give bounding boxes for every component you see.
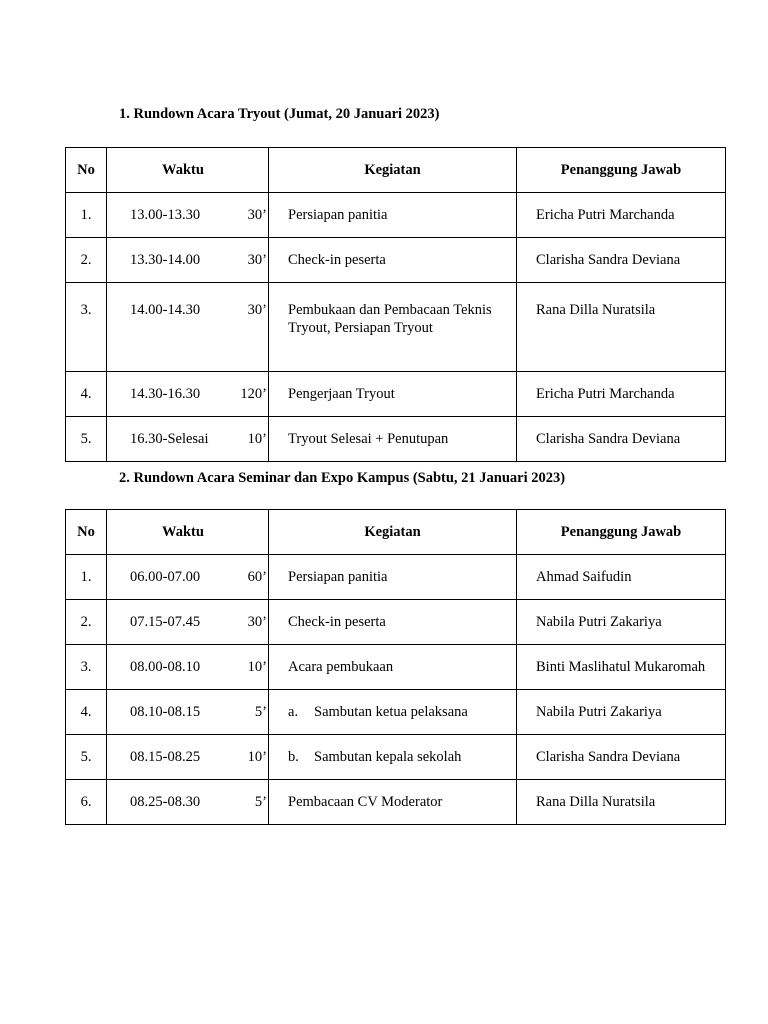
table-row [66, 372, 726, 417]
row-no: 4. [66, 690, 107, 735]
row-time: 14.30-16.30 [107, 372, 235, 417]
row-time: 13.30-14.00 [107, 238, 235, 283]
table-row [66, 238, 726, 283]
table-row [66, 417, 726, 462]
row-no: 1. [66, 555, 107, 600]
row-kegiatan: Check-in peserta [269, 600, 517, 645]
row-kegiatan: Pembacaan CV Moderator [269, 780, 517, 825]
row-penanggung-jawab: Rana Dilla Nuratsila [517, 780, 726, 825]
row-duration: 30’ [235, 600, 269, 645]
table-row [66, 193, 726, 238]
row-penanggung-jawab: Ahmad Saifudin [517, 555, 726, 600]
row-time: 08.25-08.30 [107, 780, 235, 825]
sub-item-marker: b. [288, 749, 299, 765]
row-penanggung-jawab: Clarisha Sandra Deviana [517, 735, 726, 780]
row-penanggung-jawab: Ericha Putri Marchanda [517, 193, 726, 238]
row-no: 4. [66, 372, 107, 417]
sub-item-text: Sambutan ketua pelaksana [314, 704, 468, 720]
row-duration: 30’ [235, 193, 269, 238]
row-no: 5. [66, 417, 107, 462]
row-kegiatan-line-1: Pembukaan dan Pembacaan Teknis [288, 302, 492, 318]
row-time: 14.00-14.30 [107, 283, 235, 372]
sub-item-text: Sambutan kepala sekolah [314, 749, 462, 765]
row-kegiatan [269, 283, 517, 372]
row-penanggung-jawab: Clarisha Sandra Deviana [517, 238, 726, 283]
section-2-title: 2. Rundown Acara Seminar dan Expo Kampus (Sabtu, 21 Januari 2023) [119, 470, 566, 486]
row-duration: 5’ [235, 690, 269, 735]
row-duration: 5’ [235, 780, 269, 825]
table-header-row [66, 148, 726, 193]
header-penanggung-jawab: Penanggung Jawab [517, 148, 726, 193]
row-duration: 10’ [235, 645, 269, 690]
row-time: 07.15-07.45 [107, 600, 235, 645]
table-row [66, 645, 726, 690]
header-kegiatan: Kegiatan [269, 510, 517, 555]
table-header-row [66, 510, 726, 555]
row-no: 2. [66, 600, 107, 645]
row-time: 06.00-07.00 [107, 555, 235, 600]
header-no: No [66, 510, 107, 555]
row-duration: 30’ [235, 283, 269, 372]
row-no: 5. [66, 735, 107, 780]
row-no: 6. [66, 780, 107, 825]
header-penanggung-jawab: Penanggung Jawab [517, 510, 726, 555]
row-time: 16.30-Selesai [107, 417, 235, 462]
row-duration: 30’ [235, 238, 269, 283]
row-kegiatan: Acara pembukaan [269, 645, 517, 690]
row-penanggung-jawab: Rana Dilla Nuratsila [517, 283, 726, 372]
row-penanggung-jawab: Ericha Putri Marchanda [517, 372, 726, 417]
table-row [66, 690, 726, 735]
row-no: 1. [66, 193, 107, 238]
row-time: 08.10-08.15 [107, 690, 235, 735]
row-kegiatan: Tryout Selesai + Penutupan [269, 417, 517, 462]
row-penanggung-jawab: Clarisha Sandra Deviana [517, 417, 726, 462]
row-kegiatan: Check-in peserta [269, 238, 517, 283]
header-kegiatan: Kegiatan [269, 148, 517, 193]
row-kegiatan: Persiapan panitia [269, 555, 517, 600]
row-kegiatan: Persiapan panitia [269, 193, 517, 238]
row-duration: 60’ [235, 555, 269, 600]
row-penanggung-jawab: Binti Maslihatul Mukaromah [517, 645, 726, 690]
header-waktu: Waktu [107, 510, 269, 555]
table-row [66, 600, 726, 645]
row-kegiatan-line-2: Tryout, Persiapan Tryout [288, 320, 433, 336]
seminar-rundown-table [65, 509, 726, 825]
row-penanggung-jawab: Nabila Putri Zakariya [517, 690, 726, 735]
row-kegiatan: Pengerjaan Tryout [269, 372, 517, 417]
row-penanggung-jawab: Nabila Putri Zakariya [517, 600, 726, 645]
row-duration: 10’ [235, 735, 269, 780]
table-row [66, 735, 726, 780]
section-1-title: 1. Rundown Acara Tryout (Jumat, 20 Januari 2023) [119, 106, 440, 122]
header-no: No [66, 148, 107, 193]
table-row [66, 283, 726, 372]
row-no: 3. [66, 283, 107, 372]
table-row [66, 780, 726, 825]
sub-item-marker: a. [288, 704, 299, 720]
row-kegiatan [269, 735, 517, 780]
row-kegiatan [269, 690, 517, 735]
tryout-rundown-table [65, 147, 726, 462]
row-time: 13.00-13.30 [107, 193, 235, 238]
row-no: 3. [66, 645, 107, 690]
table-row [66, 555, 726, 600]
row-time: 08.00-08.10 [107, 645, 235, 690]
row-duration: 120’ [235, 372, 269, 417]
header-waktu: Waktu [107, 148, 269, 193]
row-time: 08.15-08.25 [107, 735, 235, 780]
row-duration: 10’ [235, 417, 269, 462]
row-no: 2. [66, 238, 107, 283]
